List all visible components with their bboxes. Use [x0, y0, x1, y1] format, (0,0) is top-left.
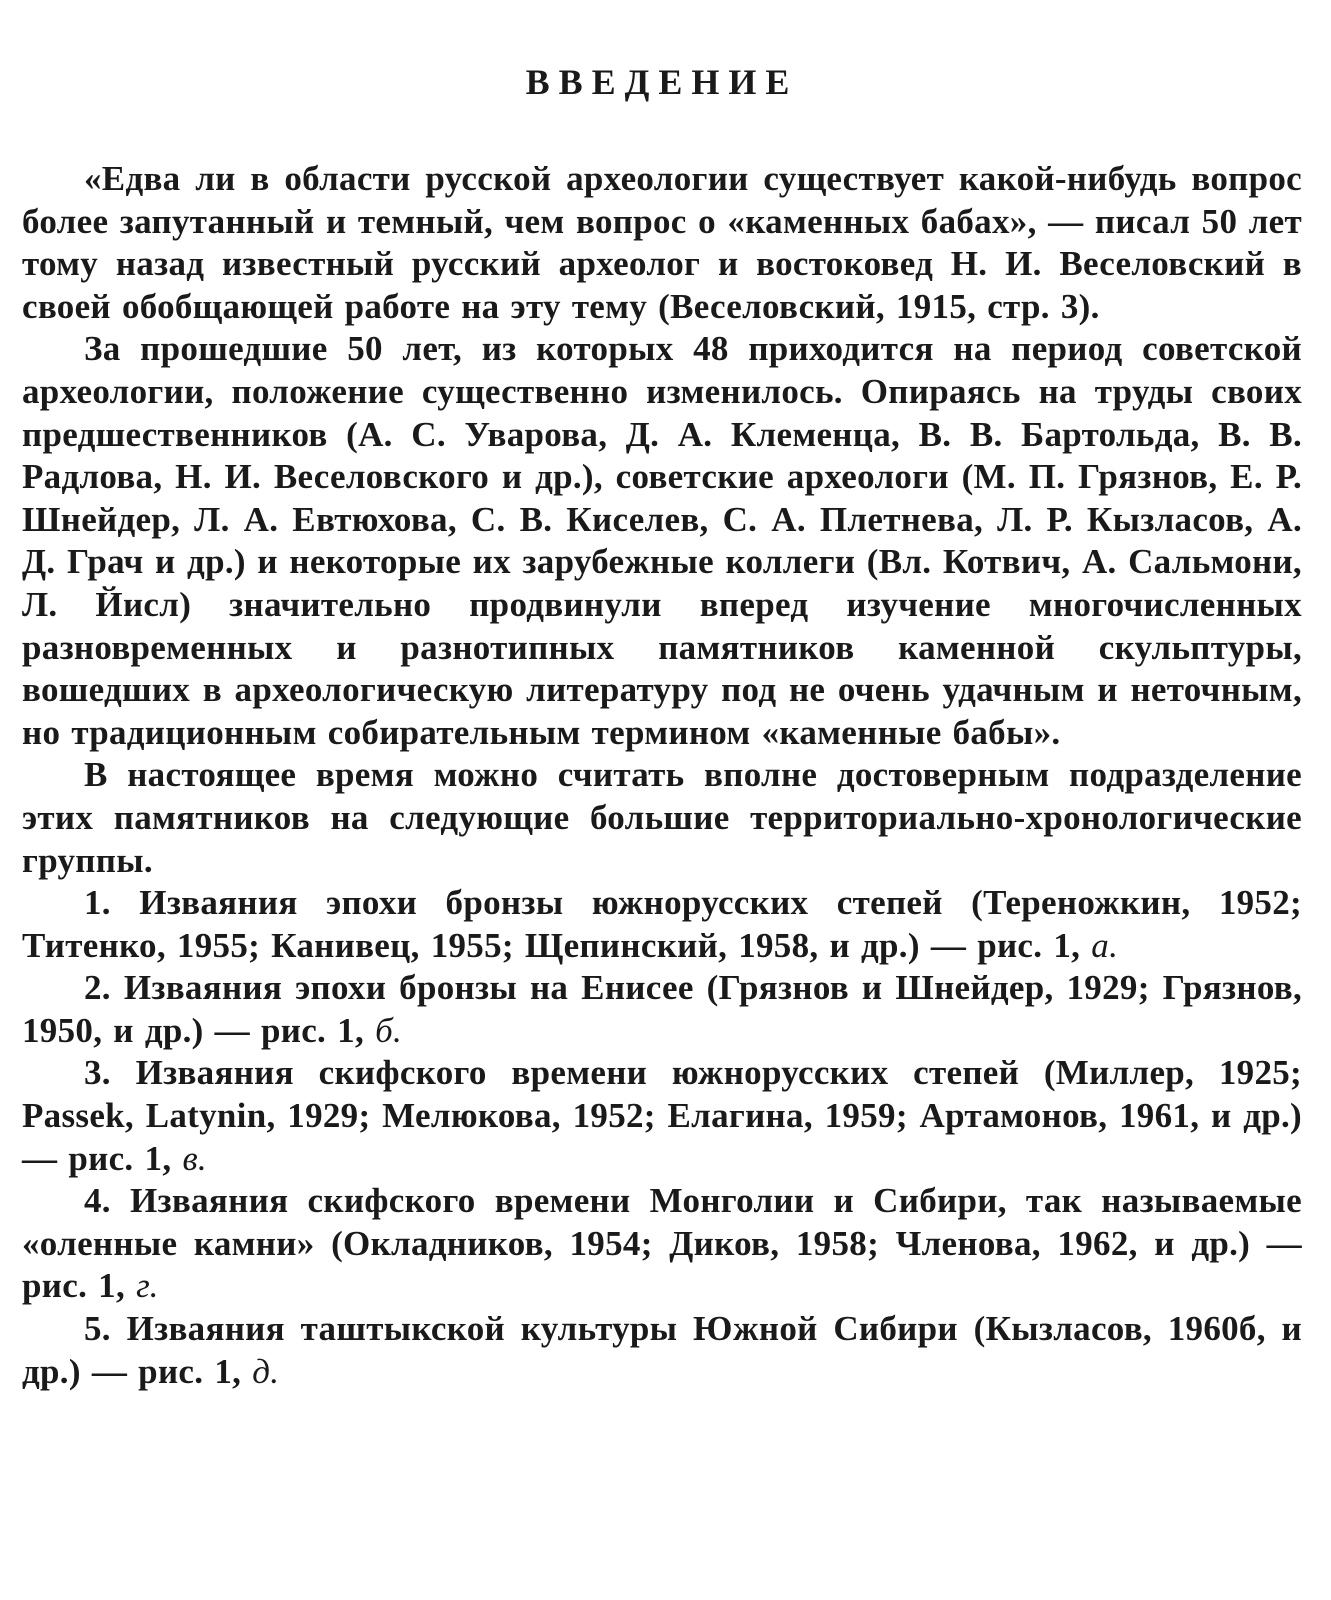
list-item-3	[22, 1052, 1302, 1180]
list-item-text: 1. Изваяния эпохи бронзы южнорусских степей (Тереножкин, 1952; Титенко, 1955; Канивец, 1955; Щепинский, 1958, и др.) — рис. 1,	[22, 883, 1302, 965]
paragraph-text: За прошедшие 50 лет, из которых 48 приходится на период советской археологии, положение существенно изменилось. Опираясь на труды своих предшественников (А. С. Уварова, Д. А. Клеменца, В. В. Бартольда, В. В. Радлова, Н. И. Веселовского и др.), советские археологи (М. П. Грязнов, Е. Р. Шнейдер, Л. А. Евтюхова, С. В. Киселев, С. А. Плетнева, Л. Р. Кызласов, А. Д. Грач и др.) и некоторые их зарубежные коллеги (Вл. Котвич, А. Сальмони, Л. Йисл) значительно продвинули вперед изучение многочисленных разновременных и разнотипных памятников каменной скульптуры, вошедших в археологическую литературу под не очень удачным и неточным, но традиционным собирательным термином «каменные бабы».	[22, 329, 1302, 752]
paragraph-intro-quote	[22, 158, 1302, 328]
list-item-text: 5. Изваяния таштыкской культуры Южной Сибири (Кызласов, 1960б, и др.) — рис. 1,	[22, 1309, 1302, 1391]
document-page	[22, 62, 1302, 1393]
list-item-1	[22, 882, 1302, 967]
paragraph-classification	[22, 754, 1302, 882]
figure-reference: д.	[252, 1351, 280, 1391]
paragraph-history	[22, 328, 1302, 754]
figure-reference: г.	[136, 1266, 159, 1306]
figure-reference: в.	[182, 1138, 207, 1178]
paragraph-text: В настоящее время можно считать вполне достоверным подразделение этих памятников на следующие большие территориально-хронологические группы.	[22, 755, 1302, 880]
figure-reference: а.	[1091, 925, 1119, 965]
list-item-text: 2. Изваяния эпохи бронзы на Енисее (Грязнов и Шнейдер, 1929; Грязнов, 1950, и др.) — рис. 1,	[22, 968, 1302, 1050]
list-item-4	[22, 1180, 1302, 1308]
paragraph-text: «Едва ли в области русской археологии существует какой-нибудь вопрос более запутанный и темный, чем вопрос о «каменных бабах», — писал 50 лет тому назад известный русский археолог и востоковед Н. И. Веселовский в своей обобщающей работе на эту тему (Веселовский, 1915, стр. 3).	[22, 159, 1302, 326]
list-item-2	[22, 967, 1302, 1052]
list-item-5	[22, 1308, 1302, 1393]
page-title: ВВЕДЕНИЕ	[525, 62, 799, 102]
figure-reference: б.	[375, 1010, 403, 1050]
list-item-text: 3. Изваяния скифского времени южнорусских степей (Миллер, 1925; Passek, Latynin, 1929; Мелюкова, 1952; Елагина, 1959; Артамонов, 1961, и др.) — рис. 1,	[22, 1053, 1302, 1178]
list-item-text: 4. Изваяния скифского времени Монголии и Сибири, так называемые «оленные камни» (Окладников, 1954; Диков, 1958; Членова, 1962, и др.) — рис. 1,	[22, 1181, 1302, 1306]
